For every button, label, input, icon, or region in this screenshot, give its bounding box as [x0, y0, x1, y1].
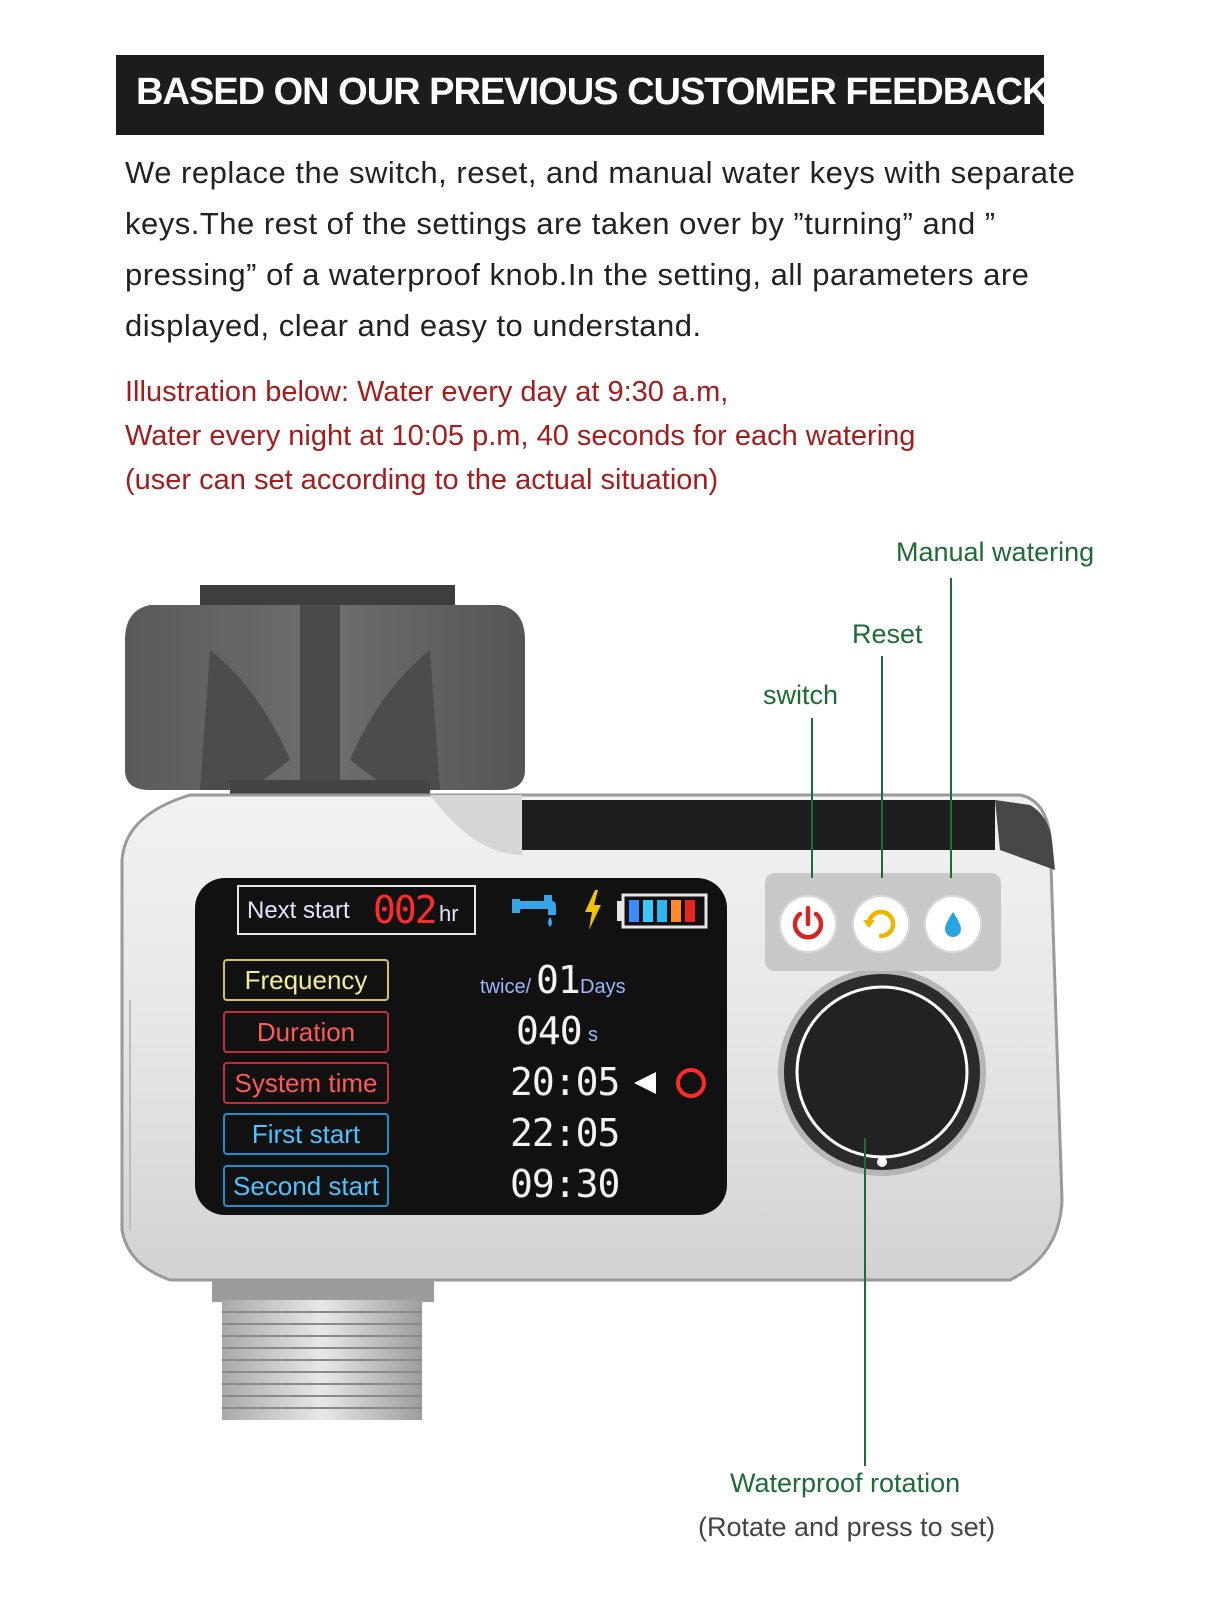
rotation-leader — [864, 1138, 866, 1466]
rotation-callout-sub: (Rotate and press to set) — [698, 1512, 996, 1542]
description-line: pressing” of a waterproof knob.In the setting, all parameters are — [125, 257, 1030, 292]
next-start-unit: hr — [439, 901, 459, 926]
switch-leader — [811, 718, 813, 878]
power-button[interactable] — [779, 895, 837, 953]
battery-icon — [616, 893, 708, 929]
system-time-label: System time — [223, 1062, 389, 1104]
reset-icon — [861, 904, 901, 944]
next-start-value: 002 — [373, 888, 436, 932]
frequency-unit: Days — [580, 976, 626, 998]
reset-leader — [881, 656, 883, 878]
note-line: Illustration below: Water every day at 9:30 a.m, — [125, 376, 729, 408]
system-time-value: 20:05 — [510, 1060, 620, 1104]
second-start-label: Second start — [223, 1165, 389, 1207]
manual-water-button[interactable] — [924, 895, 982, 953]
rotation-callout: Waterproof rotation — [730, 1468, 961, 1498]
knob-icon — [778, 968, 986, 1176]
reset-button[interactable] — [852, 895, 910, 953]
second-start-value: 09:30 — [510, 1162, 620, 1206]
duration-label: Duration — [223, 1011, 389, 1053]
note-line: Water every night at 10:05 p.m, 40 seconds for each watering — [125, 420, 916, 452]
next-start-label: Next start — [247, 897, 350, 924]
inlet-cap — [125, 585, 525, 800]
description-line: keys.The rest of the settings are taken over by ”turning” and ” — [125, 206, 996, 241]
first-start-label: First start — [223, 1113, 389, 1155]
frequency-label: Frequency — [223, 959, 389, 1001]
frequency-prefix: twice/ — [480, 976, 532, 998]
first-start-value: 22:05 — [510, 1111, 620, 1155]
lightning-icon — [582, 890, 604, 930]
frequency-value: 01 — [536, 958, 580, 1002]
faucet-icon — [510, 893, 558, 929]
manual-watering-leader — [950, 578, 952, 878]
selection-arrow-icon — [632, 1070, 660, 1096]
duration-unit: s — [588, 1024, 598, 1046]
next-start-box — [237, 885, 476, 935]
description-line: We replace the switch, reset, and manual water keys with separate — [125, 155, 1076, 190]
outlet-thread — [212, 1280, 434, 1420]
power-icon — [788, 904, 828, 944]
water-drop-icon — [933, 904, 973, 944]
note-line: (user can set according to the actual situation) — [125, 464, 719, 496]
duration-value: 040 — [516, 1009, 582, 1053]
banner-title: BASED ON OUR PREVIOUS CUSTOMER FEEDBACK — [136, 71, 1049, 113]
description-line: displayed, clear and easy to understand. — [125, 308, 702, 343]
status-ring-icon — [674, 1066, 708, 1100]
reset-callout: Reset — [852, 619, 923, 649]
switch-callout: switch — [763, 680, 839, 710]
manual-watering-callout: Manual watering — [896, 537, 1095, 567]
